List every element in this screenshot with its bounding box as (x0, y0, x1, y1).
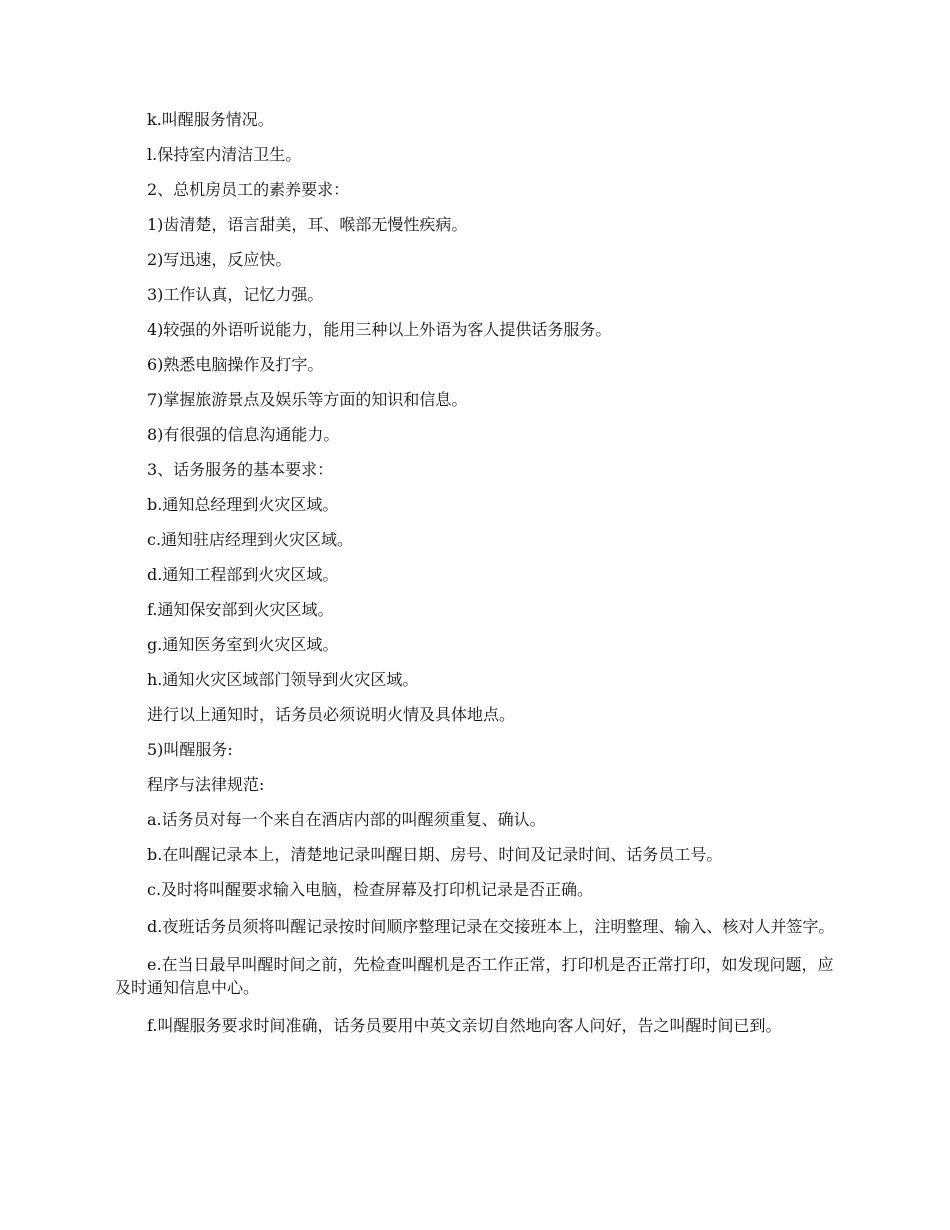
paragraph: 3、话务服务的基本要求： (147, 460, 334, 479)
paragraph: e.在当日最早叫醒时间之前，先检查叫醒机是否工作正常，打印机是否正常打印，如发现问题，应及时通知信息中心。 (115, 955, 834, 997)
paragraph: c.通知驻店经理到火灾区域。 (147, 530, 354, 549)
paragraph: a.话务员对每一个来自在酒店内部的叫醒须重复、确认。 (147, 810, 546, 829)
paragraph: b.通知总经理到火灾区域。 (147, 495, 339, 514)
paragraph: d.夜班话务员须将叫醒记录按时间顺序整理记录在交接班本上，注明整理、输入、核对人并签字。 (147, 917, 835, 936)
document-body (115, 110, 835, 1052)
paragraph: 3)工作认真，记忆力强。 (147, 285, 324, 304)
paragraph: 程序与法律规范: (147, 775, 265, 794)
paragraph: 6)熟悉电脑操作及打字。 (147, 355, 324, 374)
paragraph: h.通知火灾区域部门领导到火灾区域。 (147, 670, 419, 689)
paragraph: 进行以上通知时，话务员必须说明火情及具体地点。 (147, 705, 516, 724)
paragraph: 8)有很强的信息沟通能力。 (147, 425, 340, 444)
paragraph: 1)齿清楚，语言甜美，耳、喉部无慢性疾病。 (147, 215, 468, 234)
paragraph: b.在叫醒记录本上，清楚地记录叫醒日期、房号、时间及记录时间、话务员工号。 (147, 845, 723, 864)
paragraph: 4)较强的外语听说能力，能用三种以上外语为客人提供话务服务。 (147, 320, 612, 339)
paragraph: 7)掌握旅游景点及娱乐等方面的知识和信息。 (147, 390, 468, 409)
paragraph: 5)叫醒服务: (147, 740, 233, 759)
paragraph: f.叫醒服务要求时间准确，话务员要用中英文亲切自然地向客人问好，告之叫醒时间已到。 (147, 1016, 782, 1035)
paragraph: d.通知工程部到火灾区域。 (147, 565, 339, 584)
paragraph: c.及时将叫醒要求输入电脑，检查屏幕及打印机记录是否正确。 (147, 880, 594, 899)
paragraph: 2)写迅速，反应快。 (147, 250, 292, 269)
paragraph: f.通知保安部到火灾区域。 (147, 600, 334, 619)
paragraph: g.通知医务室到火灾区域。 (147, 635, 339, 654)
paragraph: k.叫醒服务情况。 (147, 110, 274, 129)
paragraph: l.保持室内清洁卫生。 (147, 145, 302, 164)
paragraph: 2、总机房员工的素养要求： (147, 180, 350, 199)
